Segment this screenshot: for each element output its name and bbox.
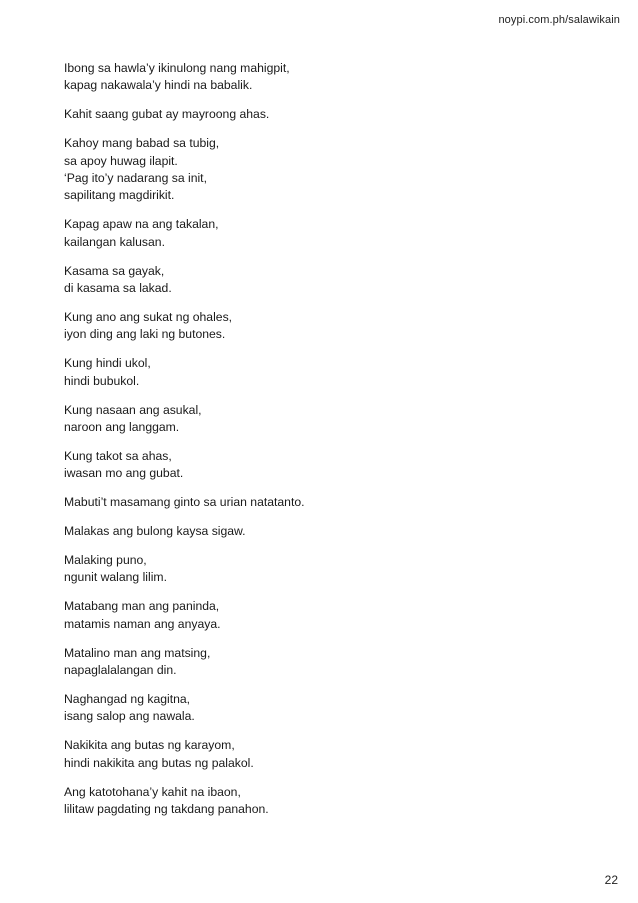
proverb-line: Mabuti’t masamang ginto sa urian natatanto. bbox=[64, 495, 305, 510]
proverb-line: matamis naman ang anyaya. bbox=[64, 616, 221, 631]
proverb-item bbox=[64, 402, 584, 437]
proverb-line: Kung hindi ukol, bbox=[64, 356, 151, 371]
proverb-line: Ang katotohana’y kahit na ibaon, bbox=[64, 784, 241, 799]
proverb-line: hindi nakikita ang butas ng palakol. bbox=[64, 755, 254, 770]
proverb-item bbox=[64, 691, 584, 726]
proverb-line: kapag nakawala’y hindi na babalik. bbox=[64, 78, 253, 93]
proverb-item bbox=[64, 645, 584, 680]
proverb-item bbox=[64, 598, 584, 633]
proverb-line: isang salop ang nawala. bbox=[64, 709, 195, 724]
proverb-line: Naghangad ng kagitna, bbox=[64, 691, 191, 706]
page-source-url: noypi.com.ph/salawikain bbox=[498, 14, 620, 26]
proverb-line: Nakikita ang butas ng karayom, bbox=[64, 738, 235, 753]
proverb-line: kailangan kalusan. bbox=[64, 234, 165, 249]
proverb-item bbox=[64, 552, 584, 587]
proverb-item bbox=[64, 106, 584, 123]
proverb-line: iyon ding ang laki ng butones. bbox=[64, 327, 226, 342]
proverb-line: Matalino man ang matsing, bbox=[64, 645, 211, 660]
proverb-line: Kahoy mang babad sa tubig, bbox=[64, 136, 220, 151]
proverb-line: napaglalalangan din. bbox=[64, 663, 177, 678]
proverb-line: Kung ano ang sukat ng ohales, bbox=[64, 309, 233, 324]
proverb-line: hindi bubukol. bbox=[64, 373, 140, 388]
proverb-item bbox=[64, 523, 584, 540]
proverb-line: Ibong sa hawla’y ikinulong nang mahigpit, bbox=[64, 61, 290, 75]
proverb-line: Kung nasaan ang asukal, bbox=[64, 402, 202, 417]
proverb-item bbox=[64, 737, 584, 772]
proverb-line: Kung takot sa ahas, bbox=[64, 448, 172, 463]
proverb-item bbox=[64, 60, 584, 95]
proverb-item bbox=[64, 135, 584, 205]
proverb-item bbox=[64, 216, 584, 251]
proverb-line: ‘Pag ito’y nadarang sa init, bbox=[64, 171, 207, 186]
proverb-line: sapilitang magdirikit. bbox=[64, 188, 175, 203]
proverb-item bbox=[64, 355, 584, 390]
page-number: 22 bbox=[604, 873, 618, 887]
proverb-item bbox=[64, 263, 584, 298]
proverb-line: Kapag apaw na ang takalan, bbox=[64, 217, 219, 232]
proverb-line: Kasama sa gayak, bbox=[64, 263, 165, 278]
proverb-line: naroon ang langgam. bbox=[64, 420, 180, 434]
proverb-line: ngunit walang lilim. bbox=[64, 570, 167, 585]
proverb-line: Kahit saang gubat ay mayroong ahas. bbox=[64, 107, 270, 122]
proverb-line: Malaking puno, bbox=[64, 553, 147, 568]
proverb-item bbox=[64, 784, 584, 819]
proverb-item bbox=[64, 448, 584, 483]
proverb-line: lilitaw pagdating ng takdang panahon. bbox=[64, 802, 269, 816]
proverb-line: Malakas ang bulong kaysa sigaw. bbox=[64, 524, 246, 539]
proverb-line: di kasama sa lakad. bbox=[64, 281, 172, 296]
proverb-list bbox=[64, 60, 584, 830]
proverb-line: sa apoy huwag ilapit. bbox=[64, 153, 178, 168]
proverb-line: iwasan mo ang gubat. bbox=[64, 466, 184, 481]
proverb-item bbox=[64, 309, 584, 344]
proverb-item bbox=[64, 494, 584, 511]
proverb-line: Matabang man ang paninda, bbox=[64, 599, 220, 614]
